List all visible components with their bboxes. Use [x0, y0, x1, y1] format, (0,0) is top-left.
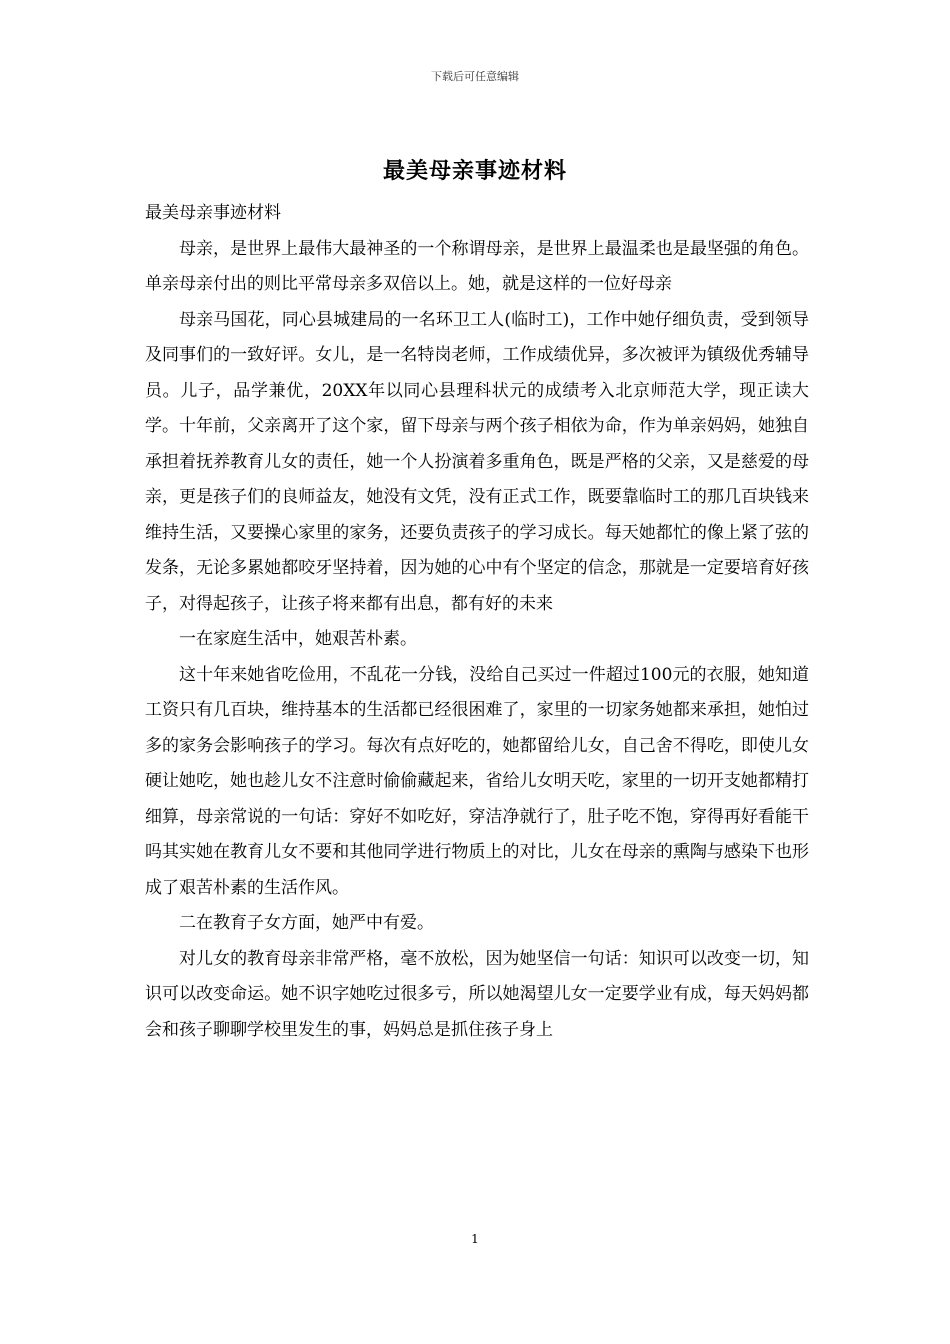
paragraph: 母亲，是世界上最伟大最神圣的一个称谓母亲，是世界上最温柔也是最坚强的角色。单亲母亲付出的则比平常母亲多双倍以上。她，就是这样的一位好母亲 — [145, 238, 809, 294]
paragraph-heading: 一在家庭生活中，她艰苦朴素。 — [179, 629, 417, 649]
document-body — [145, 196, 809, 1048]
paragraph-heading: 二在教育子女方面，她严中有爱。 — [179, 913, 434, 933]
paragraph: 母亲马国花，同心县城建局的一名环卫工人(临时工)，工作中她仔细负责，受到领导及同事们的一致好评。女儿，是一名特岗老师，工作成绩优异，多次被评为镇级优秀辅导员。儿子，品学兼优，20XX年以同心县理科状元的成绩考入北京师范大学，现正读大学。十年前，父亲离开了这个家，留下母亲与两个孩子相依为命，作为单亲妈妈，她独自承担着抚养教育儿女的责任，她一个人扮演着多重角色，既是严格的父亲，又是慈爱的母亲，更是孩子们的良师益友，她没有文凭，没有正式工作，既要靠临时工的那几百块钱来维持生活，又要操心家里的家务，还要负责孩子的学习成长。每天她都忙的像上紧了弦的发条，无论多累她都咬牙坚持着，因为她的心中有个坚定的信念，那就是一定要培育好孩子，对得起孩子，让孩子将来都有出息，都有好的未来 — [145, 309, 809, 614]
paragraph: 对儿女的教育母亲非常严格，毫不放松，因为她坚信一句话：知识可以改变一切，知识可以改变命运。她不识字她吃过很多亏，所以她渴望儿女一定要学业有成，每天妈妈都会和孩子聊聊学校里发生的事，妈妈总是抓住孩子身上 — [145, 948, 809, 1040]
document-title: 最美母亲事迹材料 — [382, 159, 567, 184]
header-note: 下载后可任意编辑 — [431, 70, 519, 83]
paragraph-subtitle: 最美母亲事迹材料 — [145, 203, 281, 223]
paragraph: 这十年来她省吃俭用，不乱花一分钱，没给自己买过一件超过100元的衣服，她知道工资只有几百块，维持基本的生活都已经很困难了，家里的一切家务她都来承担，她怕过多的家务会影响孩子的学习。每次有点好吃的，她都留给儿女，自己舍不得吃，即使儿女硬让她吃，她也趁儿女不注意时偷偷藏起来，省给儿女明天吃，家里的一切开支她都精打细算，母亲常说的一句话：穿好不如吃好，穿洁净就行了，肚子吃不饱，穿得再好看能干吗其实她在教育儿女不要和其他同学进行物质上的对比，儿女在母亲的熏陶与感染下也形成了艰苦朴素的生活作风。 — [145, 664, 809, 898]
page-number: 1 — [471, 1232, 479, 1246]
